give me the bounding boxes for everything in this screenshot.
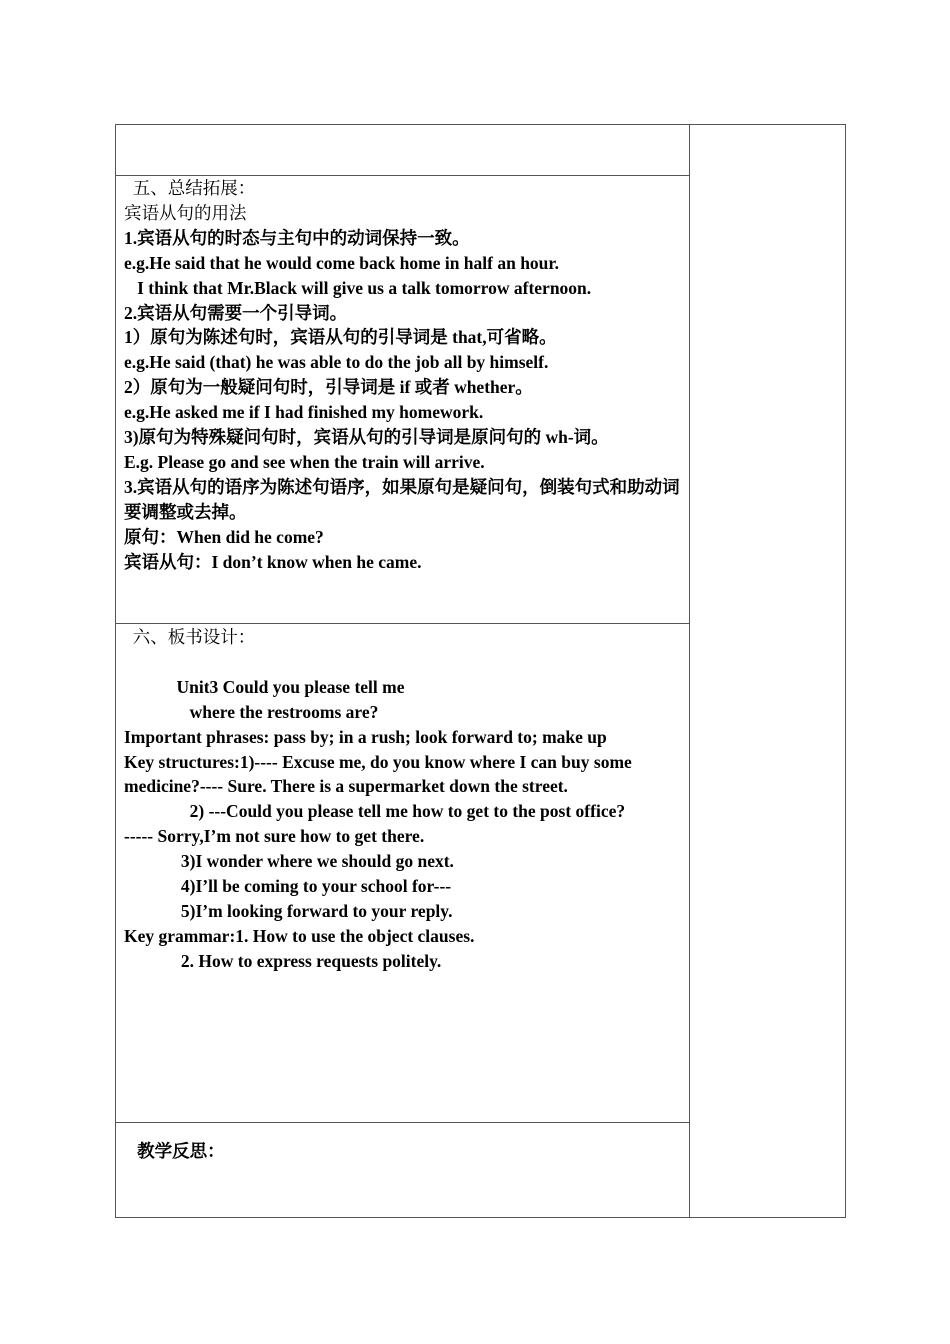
summary-line: 2）原句为一般疑问句时，引导词是 if 或者 whether。 — [124, 377, 533, 398]
reflection-section — [124, 1139, 686, 1164]
summary-line: e.g.He asked me if I had finished my homework. — [124, 402, 484, 423]
summary-line: 宾语从句：I don’t know when he came. — [124, 551, 422, 572]
reflection-heading: 教学反思： — [124, 1141, 225, 1161]
summary-line: 原句：When did he come? — [124, 526, 324, 547]
blackboard-line: Key structures:1)---- Excuse me, do you know where I can buy some medicine?---- Sure. There is a supermarket down the street. — [124, 751, 632, 797]
blackboard-line: 2) ---Could you please tell me how to get to the post office? — [124, 801, 626, 822]
summary-line: 1）原句为陈述句时，宾语从句的引导词是 that,可省略。 — [124, 327, 557, 348]
row-divider-2 — [115, 623, 690, 624]
blackboard-design-section — [124, 625, 686, 974]
blackboard-line: 4)I’ll be coming to your school for--- — [124, 876, 452, 897]
summary-line: 宾语从句的用法 — [124, 202, 247, 223]
summary-line: I think that Mr.Black will give us a talk tomorrow afternoon. — [124, 277, 592, 298]
row-divider-3 — [115, 1122, 690, 1123]
blackboard-line: 2. How to express requests politely. — [124, 950, 442, 971]
blackboard-line: where the restrooms are? — [124, 701, 379, 722]
summary-line: e.g.He said (that) he was able to do the job all by himself. — [124, 352, 549, 373]
blackboard-line — [124, 650, 686, 675]
summary-line: 3.宾语从句的语序为陈述句语序，如果原句是疑问句，倒装句式和助动词要调整或去掉。 — [124, 476, 680, 522]
summary-heading: 五、总结拓展： — [124, 178, 256, 198]
summary-line: e.g.He said that he would come back home in half an hour. — [124, 252, 559, 273]
summary-line: E.g. Please go and see when the train will arrive. — [124, 451, 485, 472]
summary-line: 3)原句为特殊疑问句时，宾语从句的引导词是原问句的 wh-词。 — [124, 427, 609, 448]
blackboard-line: Important phrases: pass by; in a rush; look forward to; make up — [124, 726, 607, 747]
blackboard-line: 5)I’m looking forward to your reply. — [124, 900, 453, 921]
summary-section — [124, 176, 686, 575]
summary-line: 2.宾语从句需要一个引导词。 — [124, 302, 348, 323]
blackboard-line: 3)I wonder where we should go next. — [124, 851, 454, 872]
blackboard-heading: 六、板书设计： — [124, 627, 256, 647]
column-divider — [689, 124, 690, 1218]
blackboard-line: Unit3 Could you please tell me — [124, 676, 405, 697]
blackboard-line: ----- Sorry,I’m not sure how to get there. — [124, 826, 425, 847]
summary-line: 1.宾语从句的时态与主句中的动词保持一致。 — [124, 227, 470, 248]
blackboard-line: Key grammar:1. How to use the object clauses. — [124, 925, 475, 946]
